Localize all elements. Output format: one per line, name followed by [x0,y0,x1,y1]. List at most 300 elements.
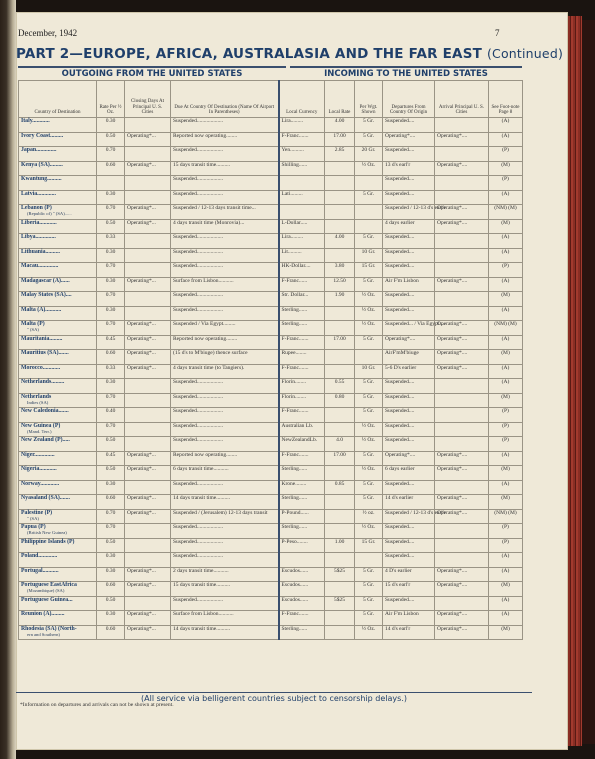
cell-dep: Suspended.... [383,263,435,278]
cell-wgt [355,219,383,234]
col-header: Due At Country Of Destination (Name Of Airport In Parentheses) [171,81,279,118]
page-title [16,46,564,62]
country-name: Kwantung.......... [21,176,62,182]
cell-country [19,277,97,292]
cell-country [19,451,97,466]
cell-closing: Operating*... [125,277,171,292]
cell-arr: Operating*.... [435,219,489,234]
cell-due: Suspended................... [171,480,279,495]
country-name: Madagascar (A)...... [21,277,70,284]
cell-rate: 0.70 [97,321,125,336]
cell-rate: 0.33 [97,364,125,379]
country-name: Nyasaland (SA)....... [21,495,70,501]
country-name: Papua (P) [21,524,46,530]
section-outgoing: OUTGOING FROM THE UNITED STATES [18,66,286,81]
cell-closing: Operating*... [125,582,171,597]
cell-rate: 0.50 [97,538,125,553]
cell-cur [279,205,325,220]
cell-cur: Sterling...... [279,321,325,336]
cell-rate: 0.50 [97,437,125,452]
cell-country [19,306,97,321]
cell-cur: Lira......... [279,234,325,249]
country-name: Philippine Islands (P) [21,538,75,545]
country-name: Malta (A)........... [21,306,62,313]
cell-arr: Operating*.... [435,335,489,350]
cell-lrate: 0.55 [325,379,355,394]
cell-arr: Operating*.... [435,205,489,220]
cell-wgt: 5 Gr. [355,567,383,582]
cell-note: (A) [489,364,523,379]
cell-due: Suspended................... [171,437,279,452]
cell-wgt: ½ Oz. [355,625,383,640]
cell-closing [125,379,171,394]
country-subname: " (SA) [27,515,39,521]
cell-dep: Suspended.... [383,147,435,162]
cell-rate: 0.30 [97,277,125,292]
cell-rate: 0.70 [97,263,125,278]
cell-closing [125,263,171,278]
cell-note: (A) [489,118,523,133]
cell-wgt: 5 Gr. [355,611,383,626]
table-row [19,582,523,597]
cell-arr [435,292,489,307]
cell-closing [125,292,171,307]
cell-dep: Suspended... / Via Egypt.... [383,321,435,336]
cell-due: Suspended................... [171,524,279,539]
cell-closing [125,437,171,452]
cell-dep: 5-6 D's earlier [383,364,435,379]
cell-rate: 0.70 [97,147,125,162]
cell-lrate [325,205,355,220]
table-row [19,205,523,220]
cell-closing: Operating*... [125,509,171,524]
cell-note: (P) [489,524,523,539]
cell-country [19,408,97,423]
cell-cur: F-Franc...... [279,277,325,292]
col-header: See Foot-note Page 8 [489,81,523,118]
cell-due: Suspended / (Jerusalem) 12-13 days transit [171,509,279,524]
cell-rate: 0.70 [97,422,125,437]
cell-country [19,321,97,336]
col-header: Country of Destination [19,81,97,118]
cell-dep: 14 d's earl'r [383,625,435,640]
cell-country [19,292,97,307]
cell-note: (A) [489,335,523,350]
cell-rate: 0.45 [97,451,125,466]
cell-note: (P) [489,408,523,423]
cell-arr [435,176,489,191]
cell-rate: 0.50 [97,219,125,234]
cell-note: (M) [489,161,523,176]
cell-cur: Sterling...... [279,306,325,321]
cell-cur: Sterling...... [279,495,325,510]
cell-wgt [355,205,383,220]
cell-lrate [325,553,355,568]
country-name: Mauritania......... [21,335,63,342]
cell-wgt: 5 Gr. [355,379,383,394]
cell-dep: Operating*.... [383,132,435,147]
table-header-row [19,81,523,118]
cell-arr [435,596,489,611]
cell-lrate: 17.00 [325,132,355,147]
cell-country [19,219,97,234]
cell-closing [125,524,171,539]
table-row [19,393,523,408]
country-name: Rhodesia (SA) (North- [21,625,77,632]
country-name: Palestine (P) [21,509,53,516]
cell-rate: 0.50 [97,132,125,147]
cell-closing: Operating*... [125,495,171,510]
cell-note: (P) [489,147,523,162]
page-number: 7 [495,28,500,38]
country-name: Malay States (SA).... [21,292,72,298]
country-name: Netherlands......... [21,379,65,385]
cell-note: (M) [489,466,523,481]
country-subname: " (SA) [27,327,39,333]
cell-dep: AirF'mM'biuge [383,350,435,365]
cell-arr [435,480,489,495]
cell-dep: Suspended / 12-13 d's earl'r [383,509,435,524]
cell-closing: Operating*... [125,219,171,234]
cell-dep: Suspended / 12-13 d's earl'r [383,205,435,220]
cell-lrate: 5$25 [325,596,355,611]
cell-lrate: 1.90 [325,292,355,307]
cell-rate: 0.60 [97,161,125,176]
cell-rate: 0.30 [97,379,125,394]
table-row [19,437,523,452]
cell-country [19,190,97,205]
col-header: Departures From Country Of Origin [383,81,435,118]
cell-arr: Operating*.... [435,321,489,336]
country-name: Lebanon (P) [21,205,52,211]
cell-note: (A) [489,234,523,249]
cell-note: (A) [489,611,523,626]
cell-rate: 0.45 [97,335,125,350]
cell-dep: 15 d's earl'r [383,582,435,597]
cell-arr: Operating*.... [435,466,489,481]
cell-country [19,350,97,365]
cell-lrate [325,625,355,640]
cell-rate: 0.50 [97,466,125,481]
cell-closing [125,147,171,162]
cell-due: Suspended................... [171,190,279,205]
cell-arr [435,147,489,162]
cell-wgt: 5 Gr. [355,118,383,133]
cell-dep: Suspended.... [383,538,435,553]
cell-lrate: 1.00 [325,538,355,553]
cell-closing: Operating*... [125,321,171,336]
cell-lrate [325,350,355,365]
cell-note: (M) [489,625,523,640]
cell-wgt: ½ Oz. [355,466,383,481]
cell-country [19,147,97,162]
cell-dep: Suspended.... [383,379,435,394]
cell-due: 2 days transit time........... [171,567,279,582]
table-row [19,509,523,524]
header-date: December, 1942 [18,28,78,38]
cell-cur: P-Peso........ [279,538,325,553]
cell-arr: Operating*.... [435,277,489,292]
country-subname: (Republic of) " (SA)...... [27,211,72,217]
cell-lrate [325,466,355,481]
cell-note: (M) [489,393,523,408]
cell-lrate [325,582,355,597]
cell-dep: Suspended.... [383,234,435,249]
cell-country [19,553,97,568]
cell-cur: P-Pound...... [279,509,325,524]
cell-rate: 0.30 [97,190,125,205]
cell-rate: 0.60 [97,625,125,640]
cell-cur: Escudos...... [279,582,325,597]
cell-country [19,393,97,408]
cell-note: (A) [489,553,523,568]
cell-closing [125,553,171,568]
cell-rate: 0.60 [97,350,125,365]
cell-country [19,118,97,133]
col-header: Local Currency [279,81,325,118]
country-name: Italy............ [21,118,50,124]
cell-due: Suspended................... [171,422,279,437]
cell-note: (NM) (M) [489,509,523,524]
cell-closing [125,596,171,611]
table-row [19,451,523,466]
cell-closing [125,248,171,263]
cell-cur: F-Franc....... [279,408,325,423]
cell-country [19,509,97,524]
table-row [19,263,523,278]
cell-arr: Operating*.... [435,582,489,597]
censorship-notice: (All service via belligerent countries subject to censorship delays.) [16,692,532,703]
country-name: New Caledonia....... [21,408,69,414]
table-row [19,292,523,307]
cell-note: (M) [489,495,523,510]
cell-arr [435,263,489,278]
cell-closing: Operating*... [125,335,171,350]
country-name: Japan.............. [21,147,57,153]
cell-rate: 0.70 [97,205,125,220]
cell-note: (P) [489,176,523,191]
cell-lrate [325,190,355,205]
cell-cur: Florin........ [279,393,325,408]
cell-country [19,205,97,220]
cell-lrate: 5$25 [325,567,355,582]
cell-cur: F-Franc....... [279,451,325,466]
cell-rate: 0.70 [97,292,125,307]
cell-lrate [325,509,355,524]
cell-lrate [325,161,355,176]
cell-due: Suspended / Via Egypt......... [171,321,279,336]
cell-lrate [325,306,355,321]
cell-arr: Operating*.... [435,509,489,524]
cell-arr [435,422,489,437]
country-name: Portuguese EastAfrica [21,582,77,588]
cell-wgt: 5 Gr. [355,132,383,147]
cell-country [19,567,97,582]
cell-country [19,538,97,553]
cell-rate: 0.60 [97,582,125,597]
cell-lrate: 17.00 [325,335,355,350]
table-row [19,147,523,162]
table-row [19,364,523,379]
cell-lrate: 3.80 [325,263,355,278]
table-row [19,408,523,423]
cell-wgt: ½ Oz. [355,422,383,437]
cell-due: Suspended................... [171,234,279,249]
cell-wgt: ½ Oz. [355,292,383,307]
cell-cur: Florin........ [279,379,325,394]
cell-wgt: 5 Gr. [355,480,383,495]
airmail-rates-table [18,80,523,640]
cell-wgt: 10 Gr. [355,248,383,263]
cell-rate: 0.40 [97,408,125,423]
cell-due: Surface from Lisbon........... [171,611,279,626]
cell-cur: Escudos...... [279,596,325,611]
cell-cur: F-Franc....... [279,335,325,350]
country-name: Nigeria............ [21,466,57,472]
title-continued: (Continued) [486,46,564,61]
cell-wgt: 20 Gr. [355,147,383,162]
cell-due: Suspended................... [171,292,279,307]
country-name: Reunion (A)......... [21,611,65,617]
cell-closing [125,393,171,408]
col-header: Closing Days At Principal U. S. Cities [125,81,171,118]
cell-closing: Operating*... [125,132,171,147]
col-header: Local Rate [325,81,355,118]
country-subname: ern and Southern) [27,631,60,637]
table-row [19,321,523,336]
table-row [19,277,523,292]
country-name: Macau.............. [21,263,59,269]
cell-country [19,596,97,611]
table-row [19,350,523,365]
cell-country [19,364,97,379]
cell-due: Surface from Lisbon........... [171,277,279,292]
cell-closing: Operating*... [125,364,171,379]
cell-cur: Shilling...... [279,161,325,176]
cell-cur [279,553,325,568]
cell-due: Reported now operating........ [171,132,279,147]
cell-country [19,132,97,147]
cell-closing: Operating*... [125,205,171,220]
cell-wgt: 5 Gr. [355,451,383,466]
cell-wgt: 5 Gr. [355,234,383,249]
cell-rate: 0.70 [97,524,125,539]
cell-cur: Sterling...... [279,625,325,640]
cell-note: (A) [489,379,523,394]
cell-dep: Suspended.... [383,524,435,539]
cell-lrate [325,408,355,423]
cell-note: (A) [489,451,523,466]
cell-wgt [355,553,383,568]
cell-wgt: 5 Gr. [355,393,383,408]
country-name: Niger.............. [21,451,55,458]
cell-cur: Lit.......... [279,248,325,263]
cell-closing: Operating*... [125,350,171,365]
cell-closing [125,422,171,437]
cell-rate: 0.33 [97,234,125,249]
page-edges [568,16,582,746]
cell-rate: 0.30 [97,567,125,582]
cell-note: (A) [489,306,523,321]
cell-cur: F-Franc....... [279,132,325,147]
cell-cur: Australian Lb. [279,422,325,437]
cell-cur: HK-Dollar.... [279,263,325,278]
col-header: Per Wgt. Shown [355,81,383,118]
cell-dep: Air F'm Lisbon [383,277,435,292]
cell-cur: Sterling...... [279,466,325,481]
country-subname: (Mozambique) (SA) [27,588,65,594]
cell-rate: 0.30 [97,118,125,133]
cell-lrate: 12.50 [325,277,355,292]
cell-dep: Suspended.... [383,437,435,452]
cell-note: (A) [489,277,523,292]
country-name: Libya.............. [21,234,56,240]
cell-dep: 4 D's earlier [383,567,435,582]
cell-wgt: ½ Oz. [355,161,383,176]
cell-note: (A) [489,132,523,147]
table-row [19,335,523,350]
cell-dep: Suspended.... [383,596,435,611]
cell-wgt: 5 Gr. [355,408,383,423]
country-name: New Zealand (P)..... [21,437,70,443]
cell-due: (15 d's to M'biuge) thence surface [171,350,279,365]
cell-arr: Operating*.... [435,495,489,510]
cell-dep: Suspended.... [383,553,435,568]
cell-arr [435,379,489,394]
country-name: Netherlands [21,393,52,400]
cell-rate: 0.30 [97,480,125,495]
footnote: *Information on departures and arrivals can not be shown at present. [20,702,174,708]
col-header: Arrival Principal U. S. Cities [435,81,489,118]
table-row [19,553,523,568]
cell-country [19,422,97,437]
cell-country [19,480,97,495]
country-name: New Guinea (P) [21,422,61,429]
cell-cur: NewZealandLb. [279,437,325,452]
cell-arr: Operating*.... [435,625,489,640]
cell-lrate: 4.00 [325,118,355,133]
cell-closing [125,306,171,321]
cell-note: (M) [489,350,523,365]
cell-cur: Lati......... [279,190,325,205]
cell-country [19,437,97,452]
cell-country [19,248,97,263]
cell-arr [435,524,489,539]
country-subname: (British New Guinea) [27,530,67,536]
cell-closing [125,234,171,249]
cell-closing [125,538,171,553]
country-name: Mauritius (SA)....... [21,350,69,356]
cell-closing: Operating*... [125,611,171,626]
cell-arr [435,538,489,553]
table-row [19,234,523,249]
cell-arr: Operating*.... [435,350,489,365]
cell-wgt: ½ Oz. [355,306,383,321]
country-subname: Indies (SA) [27,399,49,405]
cell-note: (A) [489,567,523,582]
cell-due: Suspended................... [171,147,279,162]
country-name: Kenya (SA)......... [21,161,63,168]
cell-rate: 0.30 [97,306,125,321]
cell-cur: L-Dollar..... [279,219,325,234]
country-name: Lithuania.......... [21,248,60,255]
country-name: Portuguese Guinea... [21,596,73,603]
cell-due: 4 days transit time (Monrovia)... [171,219,279,234]
cell-lrate [325,219,355,234]
cell-closing [125,480,171,495]
table-row [19,176,523,191]
table-row [19,422,523,437]
